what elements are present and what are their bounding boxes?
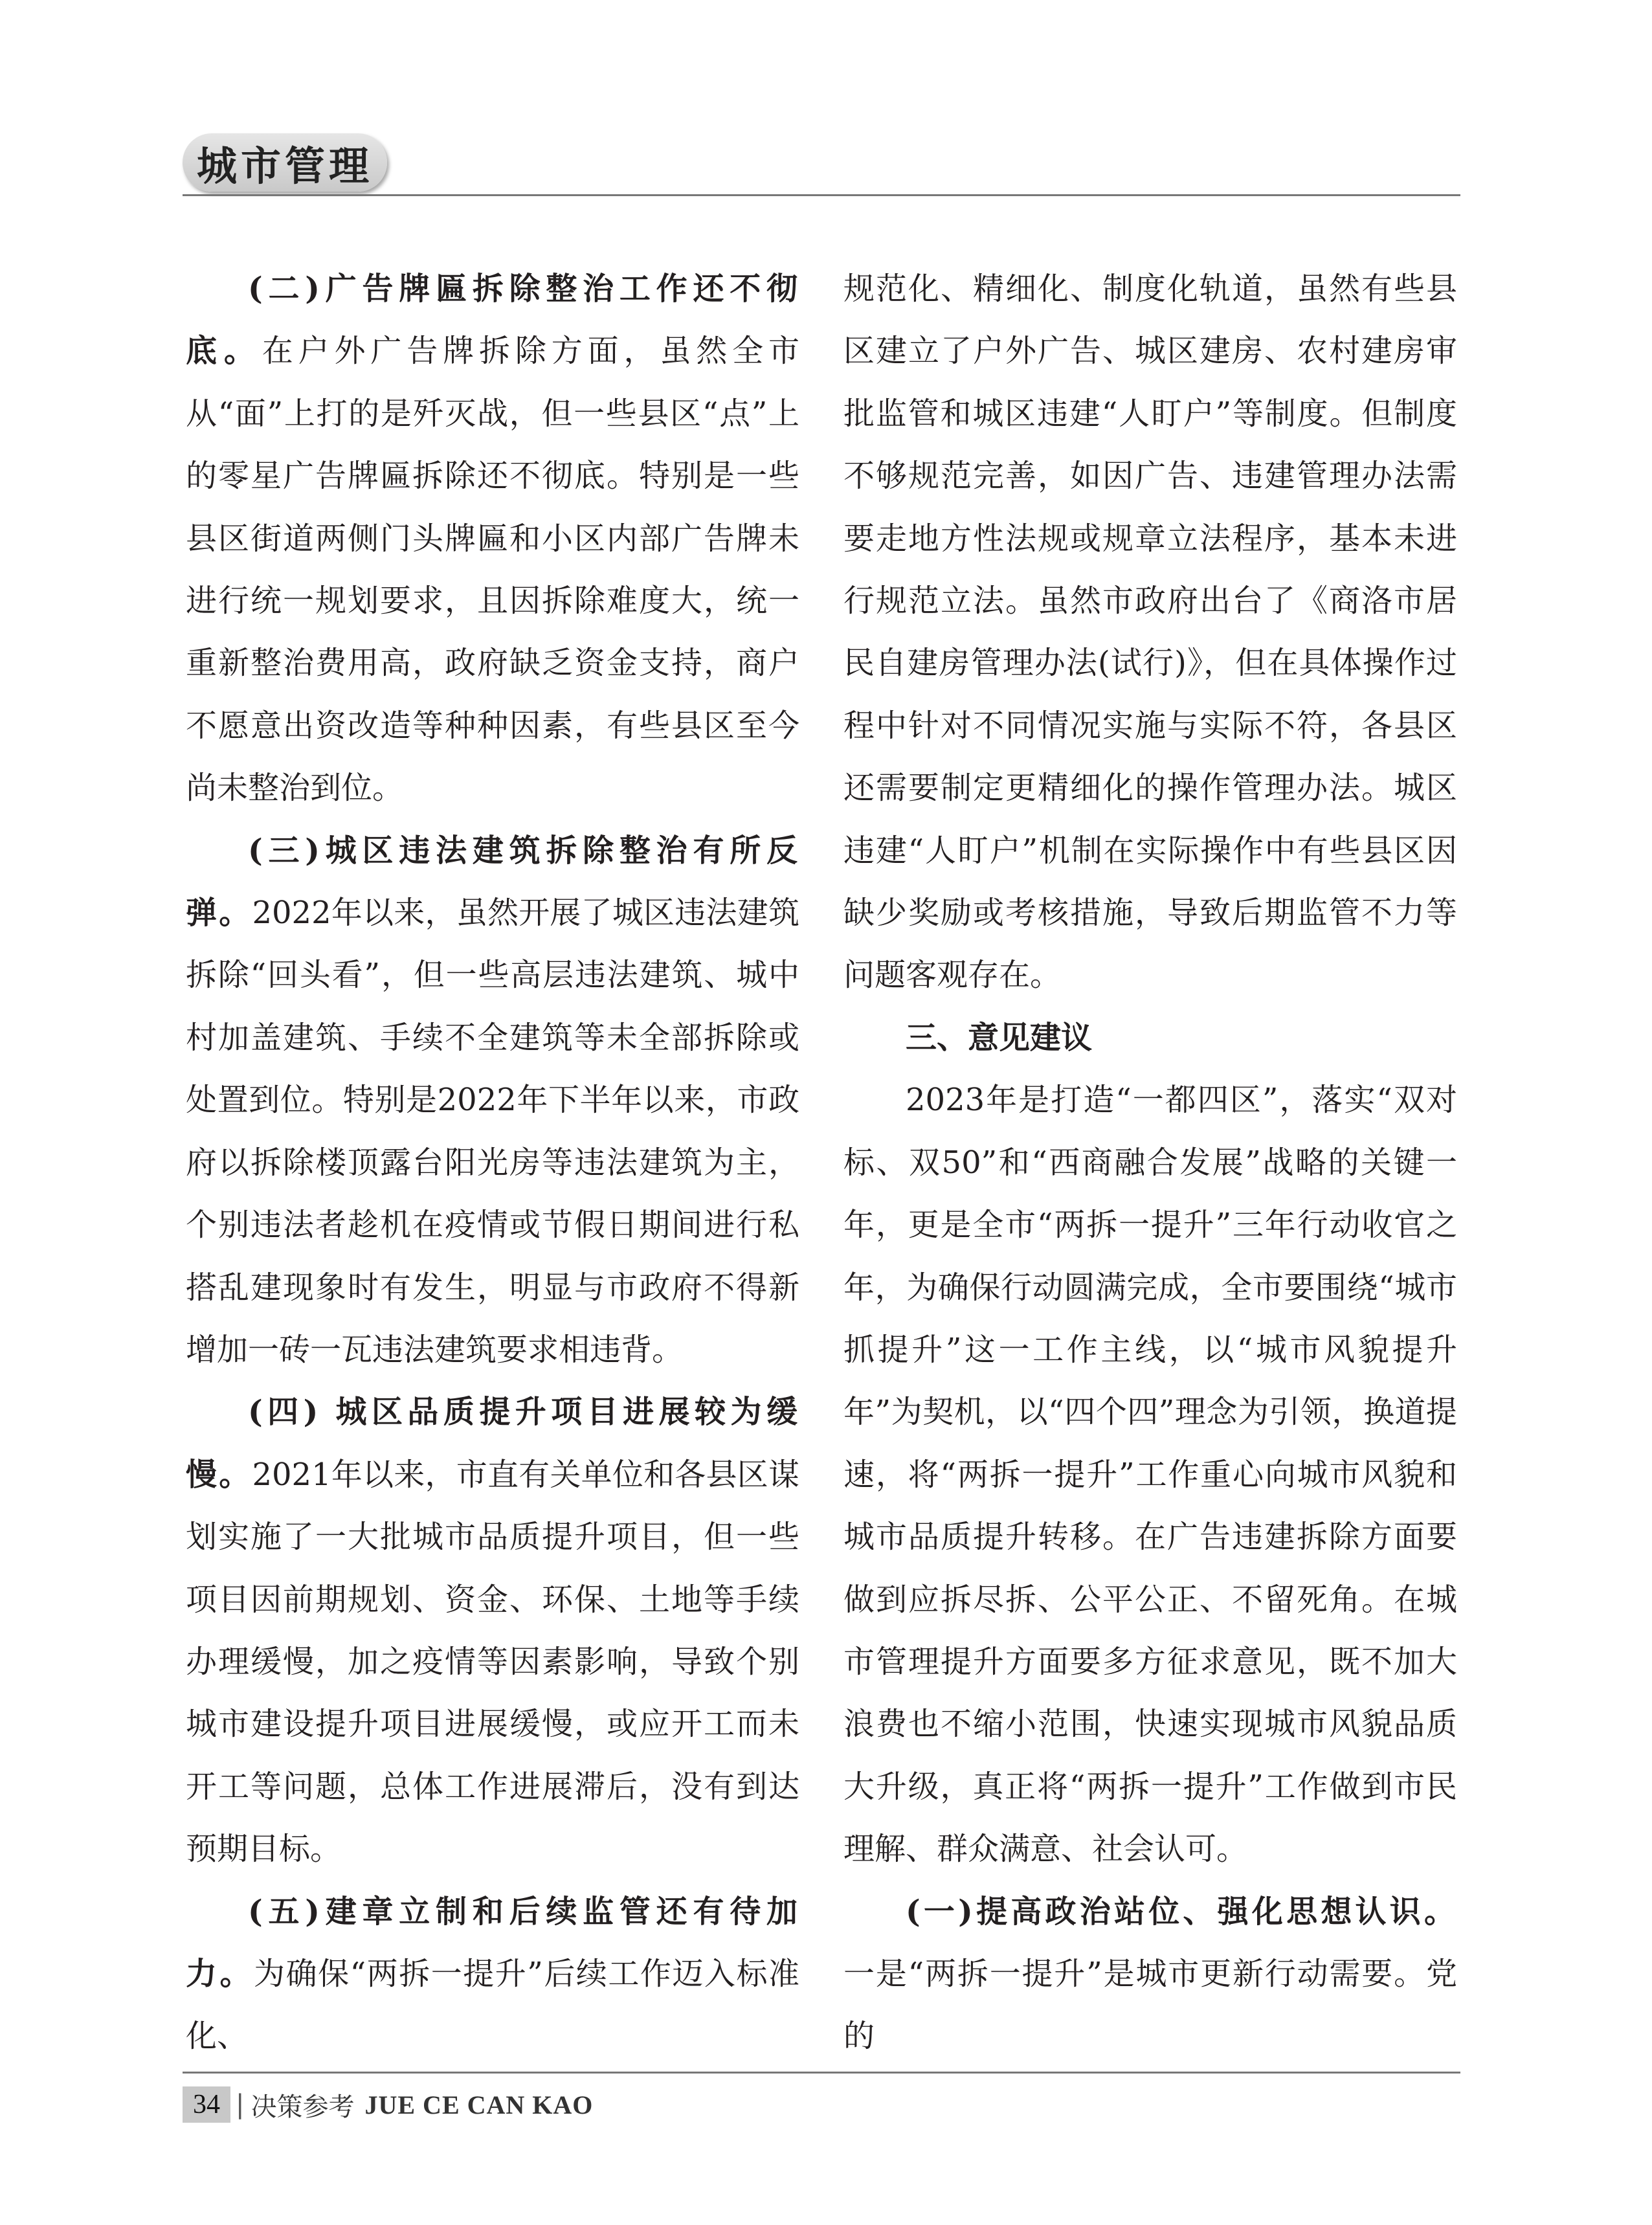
section-header-title: 城市管理	[197, 142, 374, 190]
footer-divider	[183, 2072, 1460, 2074]
paragraph-2023-goals: 2023年是打造“一都四区”，落实“双对标、双50”和“西商融合发展”战略的关键一年，更是全市“两拆一提升”三年行动收官之年，为确保行动圆满完成，全市要围绕“城市抓提升”这一工作主线，以“城市风貌提升年”为契机，以“四个四”理念为引领，换道提速，将“两拆一提升”工作重心向城市风貌和城市品质提升转移。在广告违建拆除方面要做到应拆尽拆、公平公正、不留死角。在城市管理提升方面要多方征求意见，既不加大浪费也不缩小范围，快速实现城市风貌品质大升级，真正将“两拆一提升”工作做到市民理解、群众满意、社会认可。	[843, 1082, 1457, 1868]
paragraph-body: 一是“两拆一提升”是城市更新行动需要。党的	[843, 1955, 1457, 2055]
paragraph-body: 在户外广告牌拆除方面，虽然全市从“面”上打的是歼灭战，但一些县区“点”上的零星广告牌匾拆除还不彻底。特别是一些县区街道两侧门头牌匾和小区内部广告牌未进行统一规划要求，且因拆除难度大，统一重新整治费用高，政府缺乏资金支持，商户不愿意出资改造等种种因素，有些县区至今尚未整治到位。	[186, 333, 799, 807]
paragraph-body: 为确保“两拆一提升”后续工作迈入标准化、	[186, 1955, 799, 2055]
paragraph-heading: (一)提高政治站位、强化思想认识。	[906, 1893, 1457, 1930]
paragraph-body: 2022年以来，虽然开展了城区违法建筑拆除“回头看”，但一些高层违法建筑、城中村加盖建筑、手续不全建筑等未全部拆除或处置到位。特别是2022年下半年以来，市政府以拆除楼顶露台阳光房等违法建筑为主，个别违法者趁机在疫情或节假日期间进行私搭乱建现象时有发生，明显与市政府不得新增加一砖一瓦违法建筑要求相违背。	[186, 895, 799, 1368]
journal-name-cn: 决策参考	[251, 2092, 355, 2122]
paragraph-heading: (三)城区违法建筑拆除整治有所反弹。	[186, 832, 799, 932]
paragraph-illegal-buildings	[186, 820, 799, 1381]
footer-separator: |	[236, 2090, 245, 2119]
paragraph-heading: (四) 城区品质提升项目进展较为缓慢。	[186, 1394, 799, 1493]
right-column	[843, 258, 1457, 2068]
page-number: 34	[183, 2086, 230, 2123]
section-heading: 三、意见建议	[906, 1019, 1093, 1056]
paragraph-quality-projects	[186, 1381, 799, 1880]
header-divider	[183, 194, 1460, 196]
paragraph-political-stance	[843, 1881, 1457, 2068]
paragraph-body: 2021年以来，市直有关单位和各县区谋划实施了一大批城市品质提升项目，但一些项目因前期规划、资金、环保、土地等手续办理缓慢，加之疫情等因素影响，导致个别城市建设提升项目进展缓慢，或应开工而未开工等问题，总体工作进展滞后，没有到达预期目标。	[186, 1456, 799, 1868]
paragraph-heading: (五)建章立制和后续监管还有待加力。	[186, 1893, 799, 1992]
paragraph-continuation: 规范化、精细化、制度化轨道，虽然有些县区建立了户外广告、城区建房、农村建房审批监管和城区违建“人盯户”等制度。但制度不够规范完善，如因广告、违建管理办法需要走地方性法规或规章立法程序，基本未进行规范立法。虽然市政府出台了《商洛市居民自建房管理办法(试行)》，但在具体操作过程中针对不同情况实施与实际不符，各县区还需要制定更精细化的操作管理办法。城区违建“人盯户”机制在实际操作中有些县区因缺少奖励或考核措施，导致后期监管不力等问题客观存在。	[843, 271, 1457, 994]
left-column	[186, 258, 799, 2068]
journal-name-en: JUE CE CAN KAO	[364, 2090, 594, 2119]
paragraph-advertising-signs	[186, 258, 799, 820]
paragraph-regulation-supervision	[186, 1881, 799, 2068]
paragraph-heading: (二)广告牌匾拆除整治工作还不彻底。	[186, 271, 799, 370]
page-footer	[183, 2082, 593, 2127]
section-header-badge	[183, 133, 387, 192]
